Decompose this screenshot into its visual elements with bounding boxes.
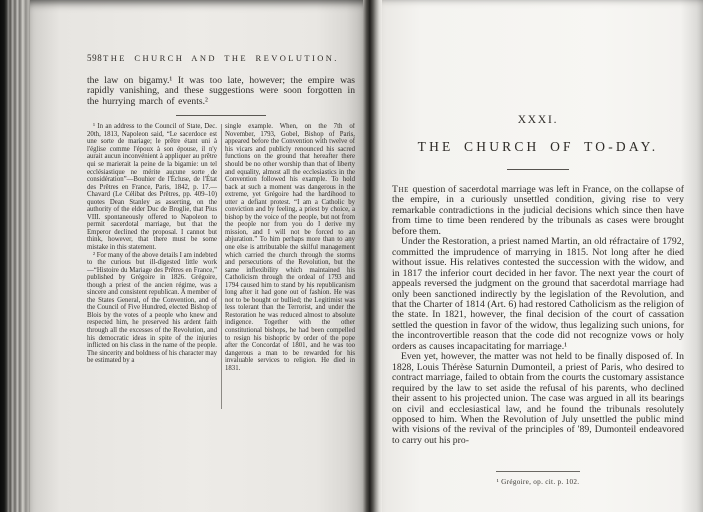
page-number: 598 xyxy=(87,53,103,63)
footnote-column-2 xyxy=(225,123,355,409)
right-page xyxy=(382,0,703,512)
lead-word: The xyxy=(392,184,413,195)
right-footnote-block xyxy=(392,471,684,486)
paragraph-text: question of sacerdotal marriage was left in France, on the collapse of the empire, in a curiously unsettled condition, giving rise to very remarkable contradictions in the judicial decisions which since then have from time to time been rendered by the tribunals as cases were brought before them. xyxy=(392,184,684,237)
footnote-1: ¹ In an address to the Council of State, Dec. 20th, 1813, Napoleon said, “Le sacerdoce est une sorte de mariage; le prêtre étant uni à l'église comme l'époux à son épouse, il n'y aurait aucun inconvénient à appliquer au prêtre qui se marierait la peine de la bigamie: un tel ecclésiastique ne mérite aucune sorte de considération”—Bouhier de l'Écluse, de l'État des Prêtres en France, Paris, 1842, p. 17.—Chavard (Le Célibat des Prêtres, pp. 409–10) quotes Dean Stanley as asserting, on the authority of the elder Duc de Broglie, that Pius VIII. spontaneously offered to Napoleon to permit sacerdotal marriage, but that the Emperor declined the proposal. I cannot but think, however, that there must be some mistake in this statement. xyxy=(87,123,217,251)
book-page-edges xyxy=(0,0,30,512)
footnotes-block xyxy=(87,123,355,409)
paragraph xyxy=(392,185,684,237)
chapter-number: XXXI. xyxy=(517,114,559,126)
footnote-column-1 xyxy=(87,123,217,409)
chapter-title-rule xyxy=(507,169,569,170)
chapter-body xyxy=(392,185,684,446)
left-page xyxy=(30,0,363,512)
footnote-separator-rule xyxy=(176,115,266,116)
chapter-title: THE CHURCH OF TO-DAY. xyxy=(417,139,659,154)
right-page-content xyxy=(392,114,684,446)
book-spine-gutter xyxy=(363,0,382,512)
left-page-content xyxy=(87,53,355,409)
footnote-2-continuation: single example. When, on the 7th of November, 1793, Gobel, Bishop of Paris, appeared before the Convention with twelve of his vicars and publicly renounced his sacred functions on the ground that hereafter there should be no other worship than that of liberty and equality, almost all the ecclesiastics in the Convention followed his example. To hold back at such a moment was dangerous in the extreme, yet Grégoire had the hardihood to utter a defiant protest. “I am a Catholic by conviction and by feeling, a priest by choice, a bishop by the voice of the people, but not from the people nor from you do I derive my mission, and I will not be forced to an abjuration.” To him perhaps more than to any one else is attributable the skilful management which carried the church through the storms and persecutions of the Revolution, but the same inflexibility which maintained his Catholicism through the ordeal of 1793 and 1794 caused him to stand by his republicanism long after it had gone out of fashion. He was not to be bought or bullied; the Legitimist was less tolerant than the Terrorist, and under the Restoration he was reduced almost to absolute indigence. Together with the other constitutional bishops, he had been compelled to resign his bishopric by order of the pope after the Concordat of 1801, and he was too dangerous a man to be rewarded for his invaluable services to religion. He died in 1831. xyxy=(225,123,355,372)
paragraph: Under the Restoration, a priest named Martin, an old réfractaire of 1792, committed the imprudence of marrying in 1815. Not long after he died without issue. His relatives contested the succession with the widow, and in 1817 the inferior court decided in her favor. The next year the court of appeals reversed the judgment on the ground that sacerdotal marriage had only been sanctioned indirectly by the legislation of the Revolution, and that the Charter of 1814 (Art. 6) had restored Catholicism as the religion of the state. In 1821, however, the final decision of the court of cassation settled the question in favor of the widow, thus legalizing such unions, for the incontrovertible reason that the code did not recognize vows or holy orders as causes incapacitating for marriage.¹ xyxy=(392,236,684,352)
paragraph: Even yet, however, the matter was not held to be finally disposed of. In 1828, Louis Thérèse Saturnin Dumonteil, a priest of Paris, who desired to contract marriage, failed to obtain from the courts the customary assistance required by the law to set aside the refusal of his parents, who declined their assent to his projected union. The case was argued in all its bearings on civil and ecclesiastical law, and he found the tribunals resolutely opposed to him. When the Revolution of July unsettled the public mind with visions of the revival of the principles of '89, Dumonteil endeavored to carry out his pro- xyxy=(392,351,684,446)
right-footnote: ¹ Grégoire, op. cit. p. 102. xyxy=(496,478,580,486)
right-footnote-rule xyxy=(496,471,580,472)
left-body-paragraph: the law on bigamy.¹ It was too late, however; the empire was rapidly vanishing, and these suggestions were soon forgotten in the hurrying march of events.² xyxy=(87,75,355,107)
running-header: THE CHURCH AND THE REVOLUTION. xyxy=(103,53,339,63)
left-page-header xyxy=(87,53,355,65)
footnote-column-divider xyxy=(221,124,222,409)
footnote-2: ² For many of the above details I am indebted to the curious but ill-digested little work—“Histoire du Mariage des Prêtres en France,” published by Grégoire in 1826. Grégoire, though a priest of the ancien régime, was a sincere and consistent republican. A member of the States General, of the Convention, and of the Council of Five Hundred, elected Bishop of Blois by the votes of a people who knew and respected him, he preserved his ardent faith through all the excesses of the Revolution, and his democratic ideas in spite of the injuries inflicted on his class in the name of the people. The sincerity and boldness of his character may be estimated by a xyxy=(87,251,217,365)
